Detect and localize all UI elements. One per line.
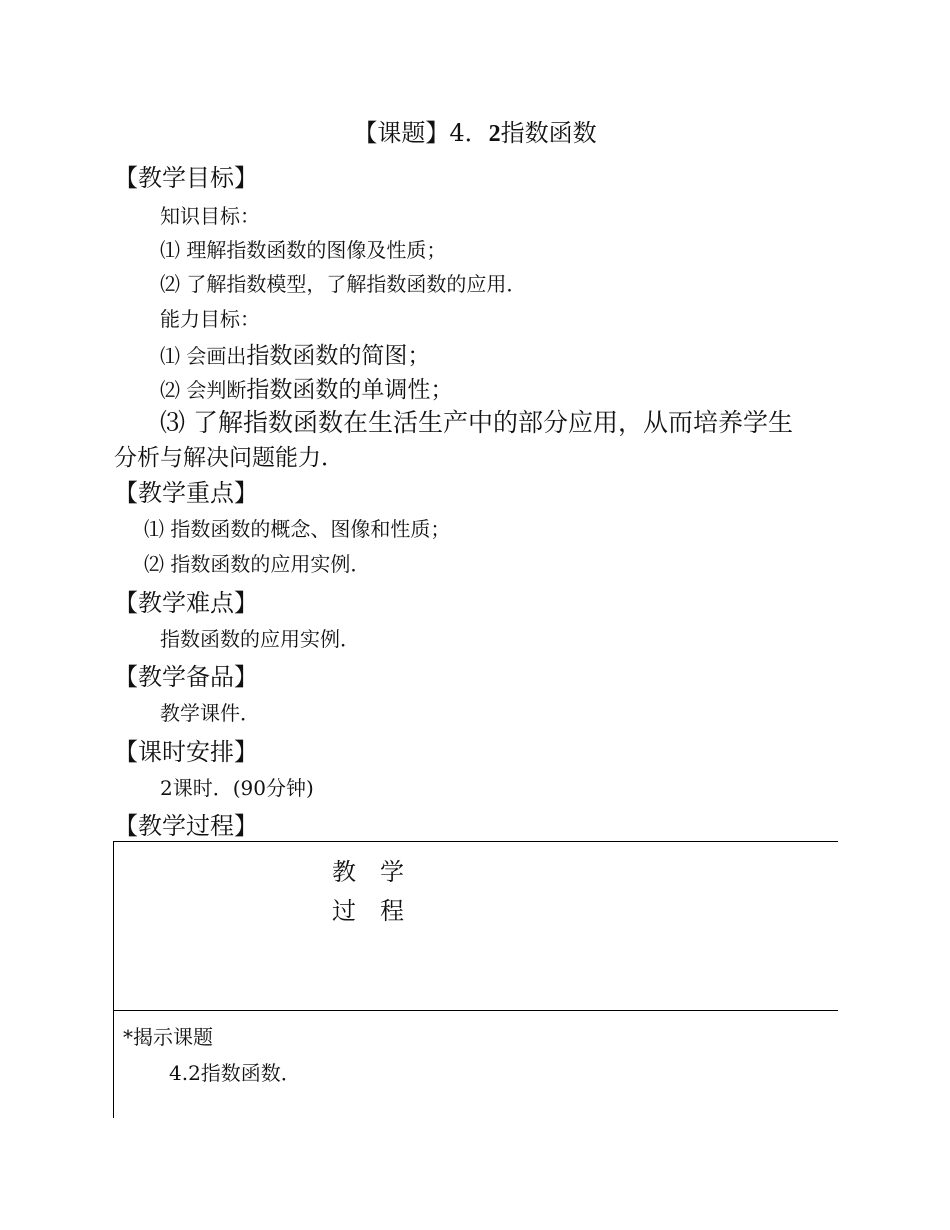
ability-item-3-line-1: ⑶ 了解指数函数在生活生产中的部分应用，从而培养学生 [160, 408, 793, 437]
knowledge-item-1: ⑴ 理解指数函数的图像及性质； [160, 238, 447, 262]
table-header-line-1: 教 学 [332, 858, 404, 886]
schedule-text: 2课时．(90分钟) [160, 776, 314, 800]
process-heading: 【教学过程】 [114, 812, 258, 840]
reveal-text: 4.2指数函数． [169, 1061, 301, 1085]
title-number: 2 [488, 121, 501, 147]
schedule-heading: 【课时安排】 [114, 738, 258, 766]
ability-item-3-line-2: 分析与解决问题能力． [114, 445, 344, 471]
ability-item-2-rest: 指数函数的单调性； [246, 377, 454, 403]
ability-item-1-rest: 指数函数的简图； [246, 343, 431, 369]
difficulties-heading: 【教学难点】 [114, 589, 258, 617]
title-prefix: 【课题】4． [353, 119, 489, 147]
knowledge-label: 知识目标： [160, 204, 260, 228]
objectives-heading: 【教学目标】 [114, 164, 258, 192]
key-points-heading: 【教学重点】 [114, 479, 258, 507]
reveal-label: *揭示课题 [123, 1025, 213, 1049]
table-header-line-2: 过 程 [332, 897, 404, 925]
lesson-title [0, 113, 950, 148]
title-name: 指数函数 [500, 119, 597, 147]
ability-label: 能力目标： [160, 307, 260, 331]
ability-item-1-prefix: ⑴ 会画出 [160, 344, 247, 368]
process-table [113, 841, 838, 1118]
table-row-divider [114, 1010, 838, 1011]
key-point-1: ⑴ 指数函数的概念、图像和性质； [144, 517, 451, 541]
ability-item-1 [160, 337, 430, 370]
knowledge-item-2: ⑵ 了解指数模型，了解指数函数的应用． [160, 272, 527, 296]
ability-item-2-prefix: ⑵ 会判断 [160, 378, 247, 402]
materials-text: 教学课件． [160, 701, 260, 725]
ability-item-2 [160, 371, 453, 404]
key-point-2: ⑵ 指数函数的应用实例． [144, 552, 371, 576]
materials-heading: 【教学备品】 [114, 663, 258, 691]
difficulties-text: 指数函数的应用实例． [160, 627, 360, 651]
